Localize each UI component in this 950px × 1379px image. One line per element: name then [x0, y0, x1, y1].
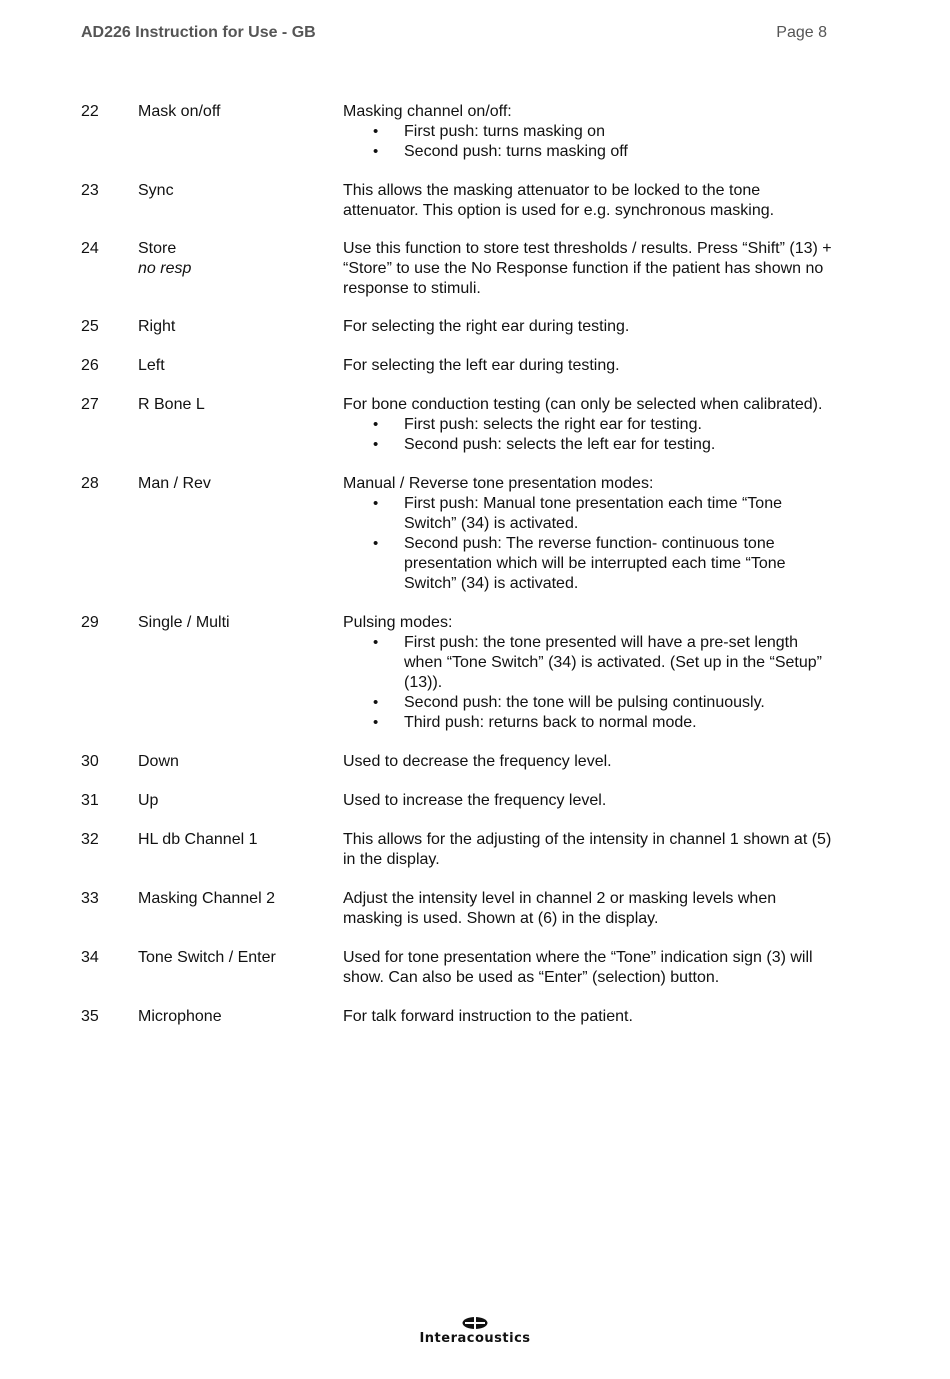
table-row	[0, 830, 950, 870]
row-number: 28	[81, 475, 99, 492]
row-description: For talk forward instruction to the patient.	[343, 1008, 633, 1025]
row-function-name: Down	[138, 753, 179, 770]
table-row	[0, 613, 950, 733]
table-row	[0, 889, 950, 929]
list-item: • First push: Manual tone presentation each time “Tone Switch” (34) is activated.	[343, 494, 838, 534]
row-number: 24	[81, 240, 99, 257]
brand-logo-text: Interacoustics	[419, 1331, 531, 1346]
bullet-list	[343, 415, 838, 455]
row-description: Pulsing modes: • First push: the tone presented will have a pre-set length when “Tone Switch” (34) is activated. (Set up in the “Setup” (13)). • Second push: the tone will be pulsing continuously. • Third push: returns back to normal mode.	[343, 613, 838, 733]
row-function-name: HL db Channel 1	[138, 831, 258, 848]
table-row	[0, 395, 950, 455]
row-function-subname: no resp	[138, 260, 192, 277]
table-row	[0, 791, 950, 811]
row-number: 29	[81, 614, 99, 631]
row-function-name: Store no resp	[138, 239, 334, 279]
row-number: 32	[81, 831, 99, 848]
table-row	[0, 948, 950, 988]
row-description: This allows the masking attenuator to be locked to the tone attenuator. This option is used for e.g. synchronous masking.	[343, 182, 775, 219]
row-function-name: Man / Rev	[138, 475, 211, 492]
list-item: • First push: turns masking on	[343, 122, 838, 142]
row-number: 22	[81, 103, 99, 120]
list-item: • Second push: selects the left ear for testing.	[343, 435, 838, 455]
table-row	[0, 239, 950, 299]
bullet-list	[343, 494, 838, 594]
row-description: For selecting the left ear during testing.	[343, 357, 620, 374]
row-number: 35	[81, 1008, 99, 1025]
document-title: AD226 Instruction for Use - GB	[81, 24, 316, 41]
row-description: Manual / Reverse tone presentation modes: • First push: Manual tone presentation each time “Tone Switch” (34) is activated. • Second push: The reverse function- continuous tone presentation which will be interrupted each time “Tone Switch” (34) is activated.	[343, 474, 838, 594]
table-row	[0, 474, 950, 594]
row-function-name: Tone Switch / Enter	[138, 949, 276, 966]
table-row	[0, 752, 950, 772]
row-function-name: Left	[138, 357, 165, 374]
row-number: 27	[81, 396, 99, 413]
row-number: 33	[81, 890, 99, 907]
table-row	[0, 102, 950, 162]
table-row	[0, 1007, 950, 1027]
row-description: Masking channel on/off: • First push: turns masking on • Second push: turns masking off	[343, 102, 838, 162]
row-description: Used to decrease the frequency level.	[343, 753, 612, 770]
list-item: • First push: selects the right ear for testing.	[343, 415, 838, 435]
table-row	[0, 317, 950, 337]
page-header	[81, 24, 827, 46]
row-description: Used for tone presentation where the “Tone” indication sign (3) will show. Can also be used as “Enter” (selection) button.	[343, 949, 813, 986]
row-function-name: Mask on/off	[138, 103, 221, 120]
bullet-list	[343, 122, 838, 162]
row-description: Adjust the intensity level in channel 2 or masking levels when masking is used. Shown at (6) in the display.	[343, 890, 777, 927]
row-function-name: Single / Multi	[138, 614, 230, 631]
row-function-name: R Bone L	[138, 396, 205, 413]
list-item: • Second push: the tone will be pulsing continuously.	[343, 693, 838, 713]
page-footer	[0, 1316, 950, 1346]
bullet-list	[343, 633, 838, 733]
list-item: • Third push: returns back to normal mode.	[343, 713, 838, 733]
function-table	[0, 102, 950, 1027]
row-number: 23	[81, 182, 99, 199]
table-row	[0, 356, 950, 376]
row-function-name: Up	[138, 792, 159, 809]
row-function-name: Sync	[138, 182, 174, 199]
row-number: 25	[81, 318, 99, 335]
row-function-name: Masking Channel 2	[138, 890, 275, 907]
row-description: For bone conduction testing (can only be selected when calibrated). • First push: selects the right ear for testing. • Second push: selects the left ear for testing.	[343, 395, 838, 455]
list-item: • Second push: turns masking off	[343, 142, 838, 162]
list-item: • Second push: The reverse function- continuous tone presentation which will be interrupted each time “Tone Switch” (34) is activated.	[343, 534, 838, 594]
row-description: For selecting the right ear during testing.	[343, 318, 630, 335]
row-description: Use this function to store test thresholds / results. Press “Shift” (13) + “Store” to use the No Response function if the patient has shown no response to stimuli.	[343, 240, 832, 297]
row-description: Used to increase the frequency level.	[343, 792, 607, 809]
interacoustics-logo-icon	[461, 1316, 489, 1330]
row-function-name: Right	[138, 318, 176, 335]
row-number: 31	[81, 792, 99, 809]
table-row	[0, 181, 950, 221]
row-number: 30	[81, 753, 99, 770]
row-function-name: Microphone	[138, 1008, 222, 1025]
row-number: 34	[81, 949, 99, 966]
row-description: This allows for the adjusting of the intensity in channel 1 shown at (5) in the display.	[343, 831, 832, 868]
row-number: 26	[81, 357, 99, 374]
page-number: Page 8	[776, 24, 827, 41]
list-item: • First push: the tone presented will have a pre-set length when “Tone Switch” (34) is activated. (Set up in the “Setup” (13)).	[343, 633, 838, 693]
